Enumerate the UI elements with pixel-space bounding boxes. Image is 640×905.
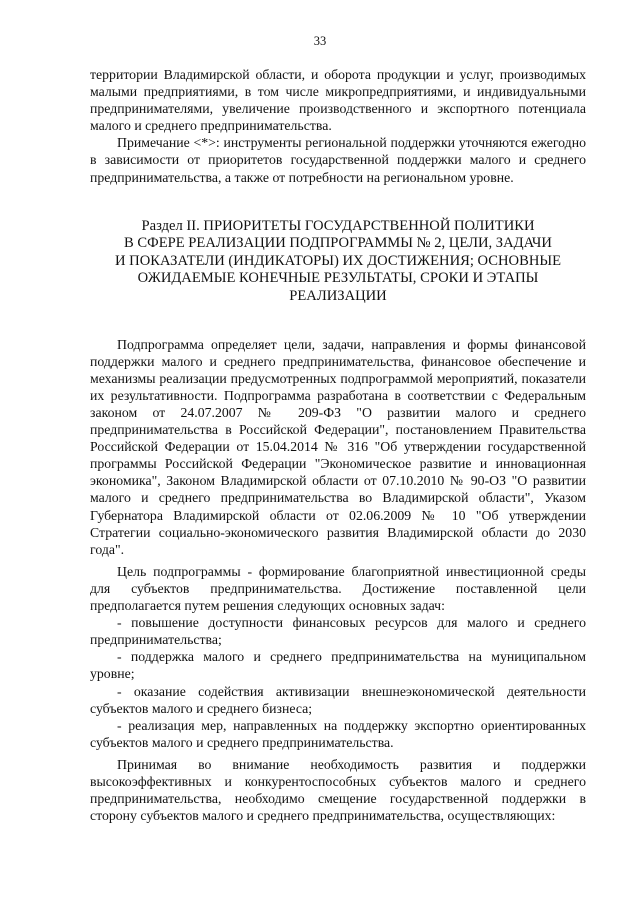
task-item: - поддержка малого и среднего предпринимательства на муниципальном уровне; <box>90 649 586 682</box>
section-heading-line: РЕАЛИЗАЦИИ <box>289 288 387 305</box>
note-paragraph: Примечание <*>: инструменты региональной поддержки уточняются ежегодно в зависимости от приоритетов государственной поддержки малого и среднего предпринимательства, а также от потребности на региональном уровне. <box>90 135 586 185</box>
page-number: 33 <box>313 34 327 48</box>
page-content <box>90 66 586 824</box>
body-paragraph: Подпрограмма определяет цели, задачи, направления и формы финансовой поддержки малого и среднего предпринимательства, финансовое обеспечение и механизмы реализации предусмотренных подпрограммой мероприятий, показатели их результативности. Подпрограмма разработана в соответствии с Федеральным законом от 24.07.2007 № 209-ФЗ "О развитии малого и среднего предпринимательства в Российской Федерации", постановлением Правительства Российской Федерации от 15.04.2014 № 316 "Об утверждении государственной программы Российской Федерации "Экономическое развитие и инновационная экономика", Законом Владимирской области от 07.10.2010 № 90-ОЗ "О развитии малого и среднего предпринимательства во Владимирской области", Указом Губернатора Владимирской области от 02.06.2009 № 10 "Об утверждении Стратегии социально-экономического развития Владимирской области до 2030 года". <box>90 336 586 557</box>
section-heading-line: ОЖИДАЕМЫЕ КОНЕЧНЫЕ РЕЗУЛЬТАТЫ, СРОКИ И ЭТАПЫ <box>137 270 539 287</box>
continuation-paragraph: территории Владимирской области, и оборота продукции и услуг, производимых малыми предприятиями, в том числе микропредприятиями, и индивидуальными предпринимателями, увеличение производственного и экспортного потенциала малого и среднего предпринимательства. <box>90 67 586 134</box>
goal-paragraph: Цель подпрограммы - формирование благоприятной инвестиционной среды для субъектов предпринимательства. Достижение поставленной цели предполагается путем решения следующих основных задач: <box>90 563 586 614</box>
task-item: - оказание содействия активизации внешнеэкономической деятельности субъектов малого и среднего бизнеса; <box>90 683 586 716</box>
final-paragraph: Принимая во внимание необходимость развития и поддержки высокоэффективных и конкурентоспособных субъектов малого и среднего предпринимательства, необходимо смещение государственной поддержки в сторону субъектов малого и среднего предпринимательства, осуществляющих: <box>90 756 586 824</box>
section-heading-line: В СФЕРЕ РЕАЛИЗАЦИИ ПОДПРОГРАММЫ № 2, ЦЕЛИ, ЗАДАЧИ <box>124 235 552 252</box>
section-heading <box>90 218 586 306</box>
section-heading-line: Раздел II. ПРИОРИТЕТЫ ГОСУДАРСТВЕННОЙ ПОЛИТИКИ <box>141 217 535 234</box>
section-heading-line: И ПОКАЗАТЕЛИ (ИНДИКАТОРЫ) ИХ ДОСТИЖЕНИЯ; ОСНОВНЫЕ <box>114 252 562 269</box>
task-item: - реализация мер, направленных на поддержку экспортно ориентированных субъектов малого и среднего предпринимательства. <box>90 717 586 750</box>
task-item: - повышение доступности финансовых ресурсов для малого и среднего предпринимательства; <box>90 615 586 648</box>
